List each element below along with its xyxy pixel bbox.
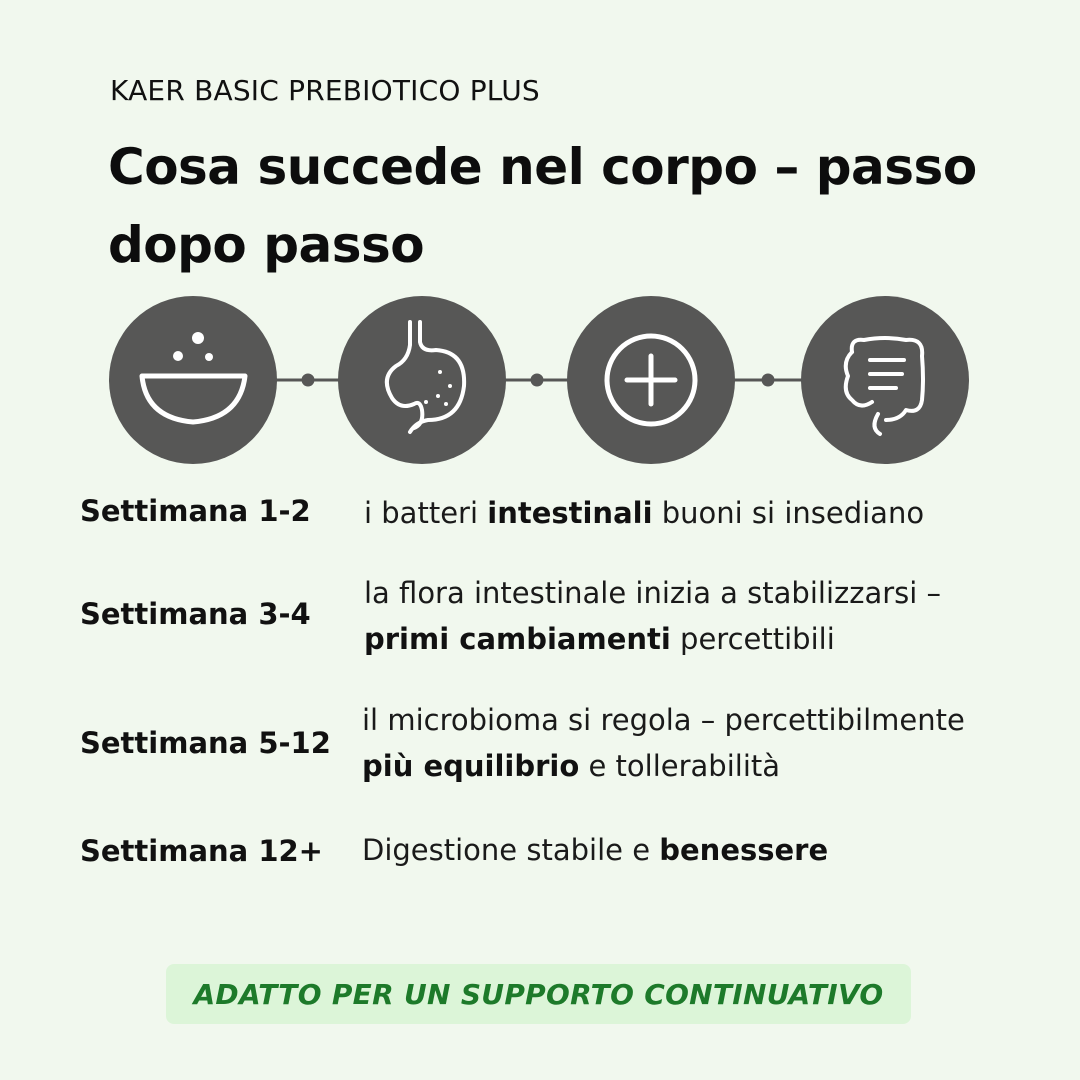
page-title-line-2: dopo passo bbox=[108, 216, 425, 274]
step-text: Digestione stabile e bbox=[362, 833, 660, 867]
step-row-1 bbox=[80, 490, 1040, 536]
brand-name: KAER BASIC PREBIOTICO PLUS bbox=[110, 74, 540, 107]
step-text: i batteri bbox=[364, 496, 488, 530]
step-text-line-2 bbox=[364, 616, 1054, 662]
step-text: il microbioma si regola – percettibilmente bbox=[362, 703, 965, 737]
step-text: buoni si insediano bbox=[652, 496, 925, 530]
step-text-bold: più equilibrio bbox=[362, 749, 580, 783]
plus-circle-icon bbox=[567, 296, 735, 464]
step-week-label: Settimana 3-4 bbox=[80, 597, 311, 631]
icon-timeline-graphic bbox=[0, 0, 1080, 480]
cta-label: ADATTO PER UN SUPPORTO CONTINUATIVO bbox=[193, 977, 884, 1011]
step-text: la flora intestinale inizia a stabilizzarsi – bbox=[364, 576, 942, 610]
step-text-bold: primi cambiamenti bbox=[364, 622, 671, 656]
step-description bbox=[364, 570, 1054, 662]
step-week-label: Settimana 5-12 bbox=[80, 726, 331, 760]
step-text-line-2 bbox=[362, 743, 1052, 789]
step-text: percettibili bbox=[670, 622, 835, 656]
step-row-4 bbox=[80, 827, 1040, 873]
cta-banner bbox=[166, 964, 911, 1024]
bowl-icon bbox=[109, 296, 277, 464]
step-row-2 bbox=[80, 570, 1040, 662]
step-row-3 bbox=[80, 697, 1040, 789]
step-description bbox=[362, 697, 1052, 789]
intestine-icon bbox=[801, 296, 969, 464]
step-text: e tollerabilità bbox=[579, 749, 781, 783]
step-text-bold: benessere bbox=[659, 833, 829, 867]
stomach-icon bbox=[338, 296, 506, 464]
step-text-bold: intestinali bbox=[487, 496, 653, 530]
page-title-line-1: Cosa succede nel corpo – passo bbox=[108, 138, 977, 196]
step-week-label: Settimana 1-2 bbox=[80, 494, 311, 528]
step-description bbox=[364, 490, 1054, 536]
step-description bbox=[362, 827, 1052, 873]
step-week-label: Settimana 12+ bbox=[80, 834, 323, 868]
